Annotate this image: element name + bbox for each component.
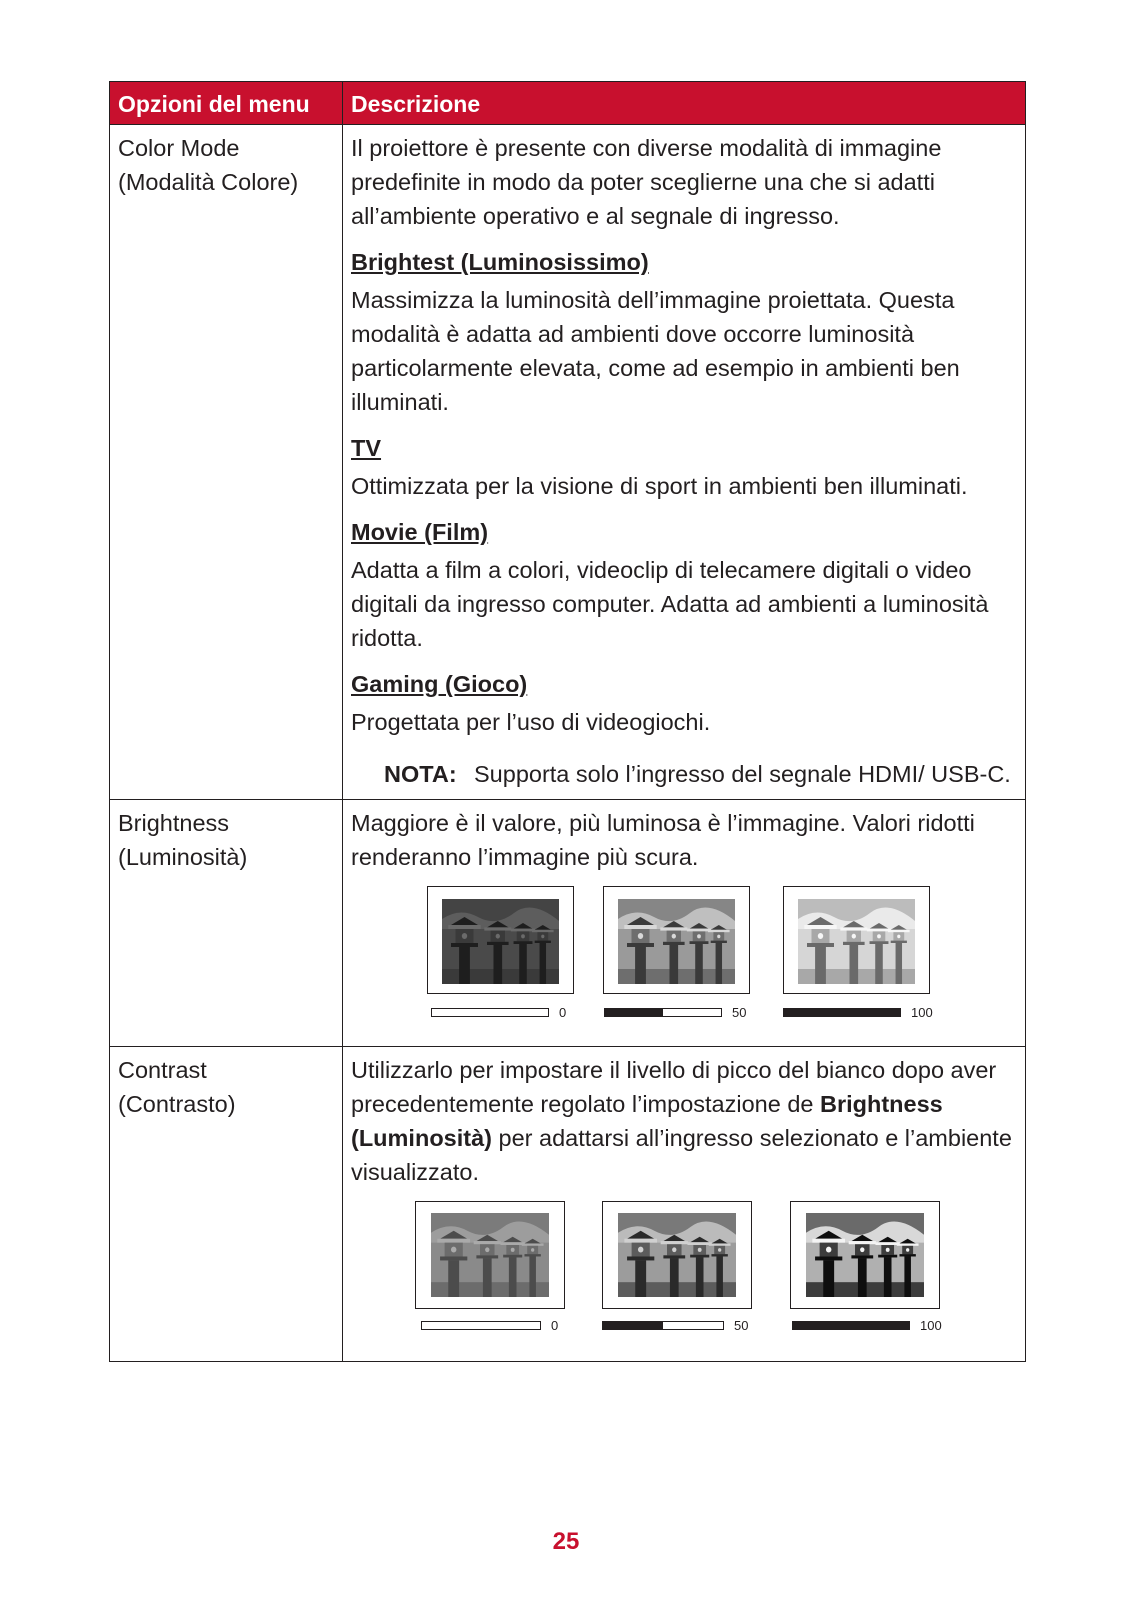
contrast-level-fill bbox=[793, 1322, 909, 1329]
option-cell bbox=[110, 800, 343, 1047]
brightness-example-photo bbox=[442, 899, 559, 984]
option-name: Color Mode bbox=[118, 135, 240, 161]
brightness-example-frame bbox=[783, 886, 930, 994]
note-text: Supporta solo l’ingresso del segnale HDMI/ USB-C. bbox=[474, 761, 1011, 787]
table-row-color-mode bbox=[110, 125, 1026, 800]
option-cell bbox=[110, 1047, 343, 1362]
brightness-level-fill bbox=[605, 1009, 663, 1016]
contrast-level-label: 0 bbox=[551, 1318, 559, 1333]
contrast-illustrations bbox=[351, 1197, 1017, 1353]
brightness-level-label: 100 bbox=[911, 1005, 933, 1020]
mode-title-tv: TV bbox=[351, 435, 382, 461]
contrast-example-frame bbox=[790, 1201, 940, 1309]
contrast-level-bar bbox=[421, 1321, 541, 1330]
brightness-level-fill bbox=[784, 1009, 900, 1016]
brightness-level-bar bbox=[783, 1008, 901, 1017]
option-name-translation: (Contrasto) bbox=[118, 1091, 236, 1117]
contrast-example-photo bbox=[806, 1213, 924, 1297]
option-name: Contrast bbox=[118, 1057, 207, 1083]
header-description: Descrizione bbox=[343, 82, 1026, 125]
contrast-example-frame bbox=[415, 1201, 565, 1309]
note-label: NOTA: bbox=[384, 761, 457, 787]
brightness-example-photo bbox=[618, 899, 735, 984]
brightness-example-photo bbox=[798, 899, 915, 984]
contrast-level-fill bbox=[603, 1322, 663, 1329]
contrast-level-bar bbox=[602, 1321, 724, 1330]
mode-text-brightest: Massimizza la luminosità dell’immagine proiettata. Questa modalità è adatta ad ambienti dove occorre luminosità particolarmente elevata, come ad esempio in ambienti ben illuminati. bbox=[351, 287, 960, 415]
contrast-example-photo bbox=[431, 1213, 549, 1297]
mode-text-tv: Ottimizzata per la visione di sport in ambienti ben illuminati. bbox=[351, 473, 968, 499]
brightness-level-label: 50 bbox=[732, 1005, 747, 1020]
brightness-example-frame bbox=[603, 886, 750, 994]
contrast-text-part: per adattarsi all’ingresso selezionato e l’ambiente visualizzato. bbox=[351, 1125, 1012, 1185]
mode-title-brightest: Brightest (Luminosissimo) bbox=[351, 249, 649, 275]
contrast-level-label: 100 bbox=[920, 1318, 942, 1333]
contrast-text-bold: Brightness (Luminosità) bbox=[351, 1091, 943, 1151]
mode-text-gaming: Progettata per l’uso di videogiochi. bbox=[351, 709, 711, 735]
contrast-example-frame bbox=[602, 1201, 752, 1309]
option-name-translation: (Modalità Colore) bbox=[118, 169, 299, 195]
brightness-text: Maggiore è il valore, più luminosa è l’immagine. Valori ridotti renderanno l’immagine più scura. bbox=[351, 810, 975, 870]
mode-title-gaming: Gaming (Gioco) bbox=[351, 671, 528, 697]
table-header-row bbox=[110, 82, 1026, 125]
mode-title-movie: Movie (Film) bbox=[351, 519, 489, 545]
description-cell bbox=[343, 1047, 1026, 1362]
brightness-example-frame bbox=[427, 886, 574, 994]
page-number: 25 bbox=[552, 1528, 580, 1555]
option-name: Brightness bbox=[118, 810, 230, 836]
table-row-brightness bbox=[110, 800, 1026, 1047]
brightness-level-label: 0 bbox=[559, 1005, 567, 1020]
menu-options-table bbox=[109, 81, 1026, 1362]
note bbox=[351, 757, 1017, 791]
contrast-text bbox=[351, 1053, 1017, 1189]
brightness-level-bar bbox=[431, 1008, 549, 1017]
contrast-level-label: 50 bbox=[734, 1318, 749, 1333]
description-cell bbox=[343, 800, 1026, 1047]
color-mode-intro: Il proiettore è presente con diverse modalità di immagine predefinite in modo da poter sceglierne una che si adatti all’ambiente operativo e al segnale di ingresso. bbox=[351, 135, 942, 229]
table-row-contrast bbox=[110, 1047, 1026, 1362]
description-cell bbox=[343, 125, 1026, 800]
header-menu-options: Opzioni del menu bbox=[110, 82, 343, 125]
brightness-illustrations bbox=[351, 882, 1017, 1038]
contrast-example-photo bbox=[618, 1213, 736, 1297]
option-cell bbox=[110, 125, 343, 800]
option-name-translation: (Luminosità) bbox=[118, 844, 248, 870]
contrast-level-bar bbox=[792, 1321, 910, 1330]
brightness-level-bar bbox=[604, 1008, 722, 1017]
mode-text-movie: Adatta a film a colori, videoclip di telecamere digitali o video digitali da ingresso computer. Adatta ad ambienti a luminosità ridotta. bbox=[351, 557, 989, 651]
contrast-text-part: Utilizzarlo per impostare il livello di picco del bianco dopo aver precedentemente regolato l’impostazione de bbox=[351, 1057, 997, 1117]
